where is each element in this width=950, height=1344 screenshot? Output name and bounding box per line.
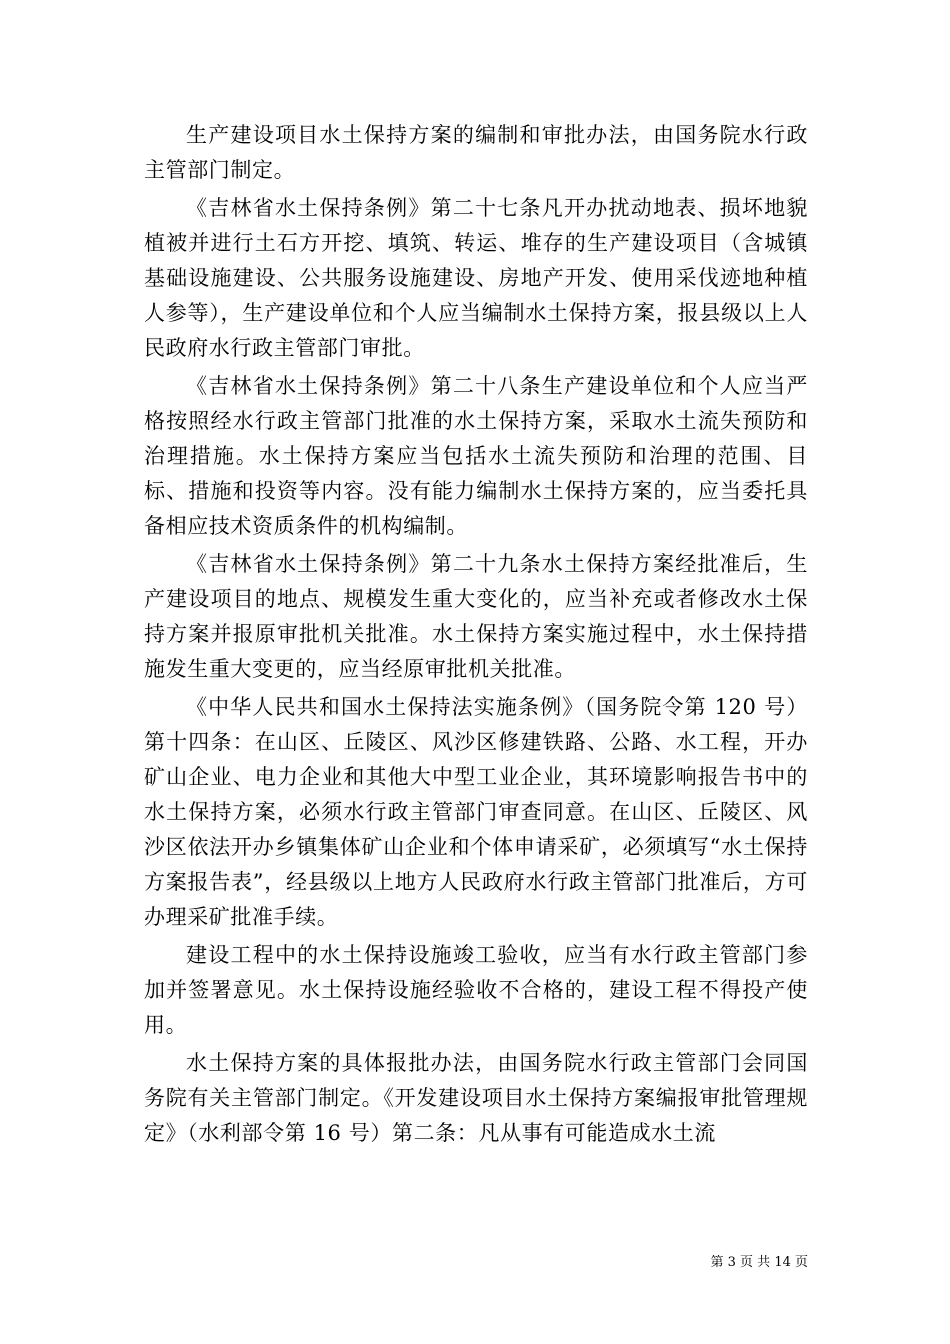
paragraph-2: 《吉林省水土保持条例》第二十七条凡开办扰动地表、损坏地貌植被并进行土石方开挖、填筑、转运、堆存的生产建设项目（含城镇基础设施建设、公共服务设施建设、房地产开发、使用采伐迹地种植人参等），生产建设单位和个人应当编制水土保持方案，报县级以上人民政府水行政主管部门审批。 [144,196,808,360]
paragraph-7: 水土保持方案的具体报批办法，由国务院水行政主管部门会同国务院有关主管部门制定。《开发建设项目水土保持方案编报审批管理规定》（水利部令第 16 号）第二条：凡从事有可能造成水土流 [144,1051,808,1145]
paragraph-3: 《吉林省水土保持条例》第二十八条生产建设单位和个人应当严格按照经水行政主管部门批准的水土保持方案，采取水土流失预防和治理措施。水土保持方案应当包括水土流失预防和治理的范围、目标、措施和投资等内容。没有能力编制水土保持方案的，应当委托具备相应技术资质条件的机构编制。 [144,374,808,538]
paragraph-6: 建设工程中的水土保持设施竣工验收，应当有水行政主管部门参加并签署意见。水土保持设施经验收不合格的，建设工程不得投产使用。 [144,943,808,1037]
paragraph-1: 生产建设项目水土保持方案的编制和审批办法，由国务院水行政主管部门制定。 [144,123,808,182]
document-body [144,118,808,1154]
paragraph-5: 《中华人民共和国水土保持法实施条例》（国务院令第 120 号）第十四条：在山区、丘陵区、风沙区修建铁路、公路、水工程，开办矿山企业、电力企业和其他大中型工业企业，其环境影响报告书中的水土保持方案，必须水行政主管部门审查同意。在山区、丘陵区、风沙区依法开办乡镇集体矿山企业和个体申请采矿，必须填写“水土保持方案报告表”，经县级以上地方人民政府水行政主管部门批准后，方可办理采矿批准手续。 [144,695,808,929]
page-number: 第 3 页 共 14 页 [710,1255,808,1270]
paragraph-4: 《吉林省水土保持条例》第二十九条水土保持方案经批准后，生产建设项目的地点、规模发生重大变化的，应当补充或者修改水土保持方案并报原审批机关批准。水土保持方案实施过程中，水土保持措施发生重大变更的，应当经原审批机关批准。 [144,552,808,681]
